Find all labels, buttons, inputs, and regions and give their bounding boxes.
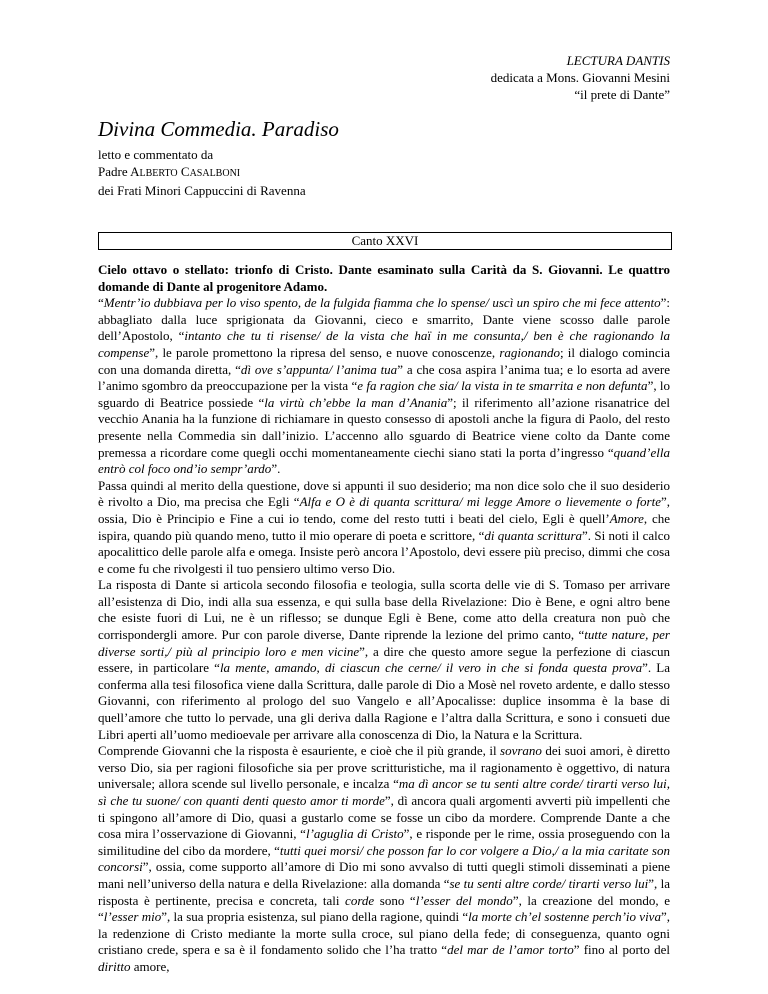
header-nickname: “il prete di Dante”	[574, 87, 670, 102]
section-heading: Cielo ottavo o stellato: trionfo di Cristo. Dante esaminato sulla Carità da S. Giovanni. Le quattro domande di Dante al progenitore Adamo.	[98, 262, 670, 294]
quotation: la mente, amando, di ciascun che cerne/ il vero in che si fonda questa prova	[219, 660, 643, 676]
text-run: ”, la risposta è pertinente, precisa e concreta, tali	[98, 875, 670, 908]
paragraph	[98, 478, 670, 578]
author-line	[98, 163, 339, 182]
subtitle-line-1: letto e commentato da	[98, 147, 214, 162]
text-run: La risposta di Dante si articola secondo filosofia e teologia, sulla scorta delle vie di S. Tomaso per arrivare all’esistenza di Dio, indi alla sua essenza, e qui sulla base della Rivelazione: Dio è Bene, e ogni altro bene che esiste fuori di Lui, ne è un riflesso; se dunque Egli è Bene, come atto della creatura non può che corrispondergli amore. Pur con parole diverse, Dante riprende la lezione del primo canto, “	[98, 577, 670, 643]
document-title: Divina Commedia. Paradiso	[98, 117, 339, 141]
title-block	[98, 116, 339, 199]
paragraph	[98, 295, 670, 478]
quotation: l’aguglia di Cristo	[305, 826, 404, 842]
text-run: amore,	[130, 958, 170, 974]
text-run: ”, lo sguardo di Beatrice possiede “	[98, 378, 671, 410]
document-body	[98, 262, 670, 976]
document-header	[491, 52, 670, 103]
quotation: Amore	[609, 510, 644, 526]
text-run: ”, e risponde per le rime, ossia proseguendo con la similitudine del cibo da mordere, “	[98, 826, 670, 858]
text-run: , che ispira, quando più quando meno, tutto il mio operare di poeta e scrittore, “	[98, 510, 670, 543]
paragraph	[98, 743, 670, 975]
text-run: ”, dì ancora quali argomenti avverti più impellenti che ti spingono all’amore di Dio, quasi a gustarlo come se fosse un cibo da mordere. Comprende Dante a che cosa mira l’osservazione di Giovanni, “	[98, 793, 670, 842]
quotation: la virtù ch’ebbe la man d’Anania	[264, 394, 448, 410]
quotation: quand’ella entrò col foco ond’io sempr’ardo	[98, 444, 670, 477]
quotation: ragionando	[499, 344, 561, 360]
author-first-initial: A	[130, 164, 140, 179]
text-run: ”. La conferma alla tesi filosofica viene dalla Scrittura, dalle parole di Dio a Mosè nel roveto ardente, e dallo stesso Giovanni, con riferimento al prologo del suo Vangelo e all’Apocalisse: duplice insomma è la base di quell’amore che tutto lo pervade, una gli deriva dalla Ragione e l’altra dalla Scrittura, e sono i consueti due Libri aperti all’uomo medioevale per arrivare alla conoscenza di Dio, la Natura e la Scrittura.	[98, 660, 670, 742]
text-run: ; il dialogo comincia con una domanda diretta, “	[98, 344, 670, 377]
text-run: sono “	[374, 892, 416, 908]
quotation: sovrano	[500, 743, 542, 759]
text-run: ”.	[271, 461, 281, 477]
quotation: tutti quei morsi/ che posson far lo cor volgere a Dio,/ a la mia caritate son concorsi	[98, 842, 670, 875]
text-run: ” fino al porto del	[573, 942, 670, 958]
text-run: ”, la redenzione di Cristo mediante la morte sulla croce, sul piano della fede; di conseguenza, quanto ogni cristiano crede, spera e sa è il fondamento solido che l’ha tratto “	[98, 909, 670, 958]
quotation: di quanta scrittura	[484, 527, 583, 543]
quotation: Alfa e O è di quanta scrittura/ mi legge Amore o lievemente o forte	[299, 494, 661, 510]
text-run: ”, le parole promettono la ripresa del senso, e nuove conoscenze,	[149, 344, 500, 360]
text-run: ”, la creazione del mondo, e “	[98, 892, 670, 925]
quotation: la morte ch’el sostenne perch’io viva	[468, 909, 661, 925]
text-run: ”, a dire che questo amore segue la perfezione di ciascun essere, in particolare “	[98, 643, 670, 676]
author-last-rest: ASALBONI	[189, 168, 241, 179]
quotation: ma dì ancor se tu senti altre corde/ tirarti verso lui, sì che tu suone/ con quanti denti questo amor ti morde	[98, 776, 670, 808]
quotation: corde	[345, 892, 375, 908]
quotation: l’esser del mondo	[415, 892, 513, 908]
text-run: dei suoi amori, è diretto verso Dio, sia per ragioni filosofiche sia per prove scritturistiche, ma il ragionamento è oggettivo, di natura universale; allora scende sul livello personale, e incalza “	[98, 743, 670, 792]
header-dedication: dedicata a Mons. Giovanni Mesini	[490, 70, 670, 85]
text-run: Passa quindi al merito della questione, dove si appunti il suo desiderio; ma non dice solo che il suo desiderio è rivolto a Dio, ma precisa che Egli “	[98, 477, 670, 510]
quotation: diritto	[98, 958, 131, 974]
quotation: se tu senti altre corde/ tirarti verso lui	[449, 875, 649, 891]
quotation: del mar de l’amor torto	[447, 942, 574, 958]
text-run: “	[98, 295, 104, 311]
text-run: Comprende Giovanni che la risposta è esauriente, e cioè che il più grande, il	[98, 743, 501, 759]
header-series: LECTURA DANTIS	[566, 53, 670, 68]
text-run: ”. Si noti il calco apocalittico delle parole alfa e omega. Insiste però ancora l’Apostolo, devi essere più preciso, dimmi che cosa e come fu che rivolgesti il tuo pensiero ultimo verso Dio.	[98, 527, 670, 576]
quotation: intanto che tu ti risense/ de la vista che haï in me consunta,/ ben è che ragionando la compense	[98, 328, 670, 360]
quotation: e fa ragion che sia/ la vista in te smarrita e non defunta	[357, 378, 648, 394]
quotation: dì ove s’appunta/ l’anima tua	[240, 361, 398, 377]
quotation: tutte nature, per diverse sorti,/ più al principio loro e men vicine	[98, 627, 670, 659]
text-run: ”: abbagliato dalla luce sprigionata da Giovanni, cieco e smarrito, Dante viene scosso dalle parole dell’Apostolo, “	[98, 295, 670, 344]
author-prefix: Padre	[98, 164, 131, 179]
text-run: ”; il riferimento all’azione risanatrice del vecchio Anania ha la funzione di richiamare in questo consesso di apostoli anche la figura di Paolo, del resto presente nella Commedia sin dall’inizio. L’accenno allo sguardo di Beatrice viene colto da Dante come premessa a ricordare come quegli occhi momentaneamente ciechi siano stati la porta d’ingresso “	[98, 394, 670, 460]
text-run: ”, la sua propria esistenza, sul piano della ragione, quindi “	[161, 909, 469, 925]
author-first-rest: LBERTO	[139, 168, 178, 179]
canto-heading-box: Canto XXVI	[98, 232, 672, 250]
paragraph	[98, 577, 670, 743]
subtitle-line-3: dei Frati Minori Cappuccini di Ravenna	[98, 183, 306, 198]
text-run: ” a che cosa aspira l’anima tua; e lo esorta ad avere l’animo sgombro da preoccupazione per la vista “	[98, 361, 670, 394]
quotation: l’esser mio	[103, 909, 162, 925]
text-run: ”, ossia, come supporto all’amore di Dio mi sono avvalso di tutti quegli stimoli disseminati a piene mani nell’universo della natura e della Rivelazione: alla domanda “	[98, 859, 670, 891]
quotation: Mentr’io dubbiava per lo viso spento, de la fulgida fiamma che lo spense/ uscì un spiro che mi fece attento	[103, 295, 661, 311]
text-run: ”, ossia, Dio è Principio e Fine a cui io tendo, come del resto tutti i beati del cielo, Egli è quell’	[98, 494, 670, 526]
author-last-initial: C	[180, 164, 190, 179]
